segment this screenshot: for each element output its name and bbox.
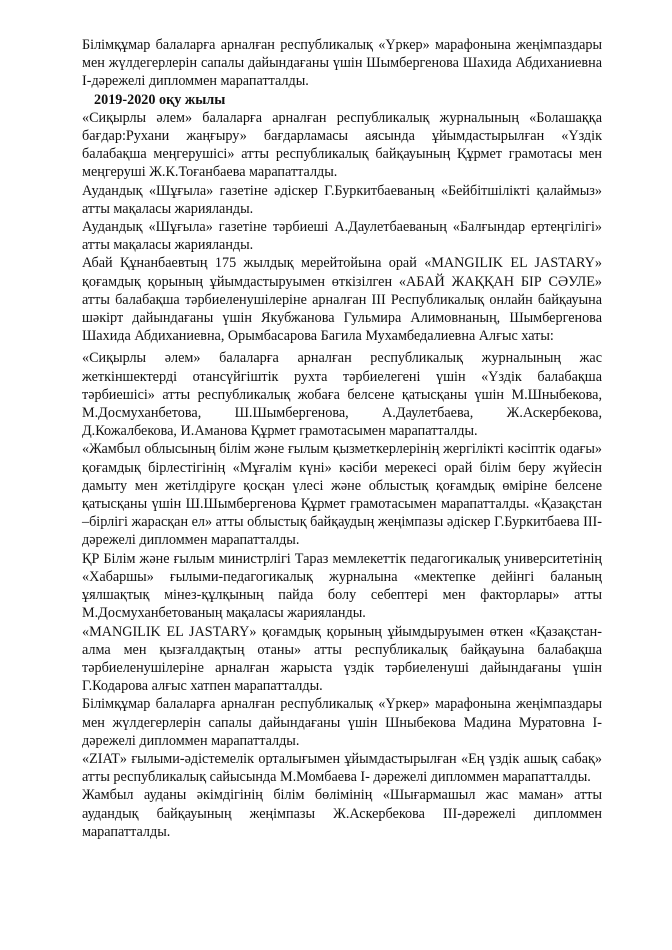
paragraph-2: Аудандық «Шұғыла» газетіне әдіскер Г.Буркитбаеваның «Бейбітшілікті қалаймыз» атты мақаласы жарияланды. — [82, 182, 602, 217]
paragraph-11: Жамбыл ауданы әкімдігінің білім бөлімінің «Шығармашыл жас маман» атты аудандық байқауының жеңімпазы Ж.Аскербекова ІІІ-дәрежелі дипломмен марапатталды. — [82, 787, 602, 840]
paragraph-4: Абай Құнанбаевтың 175 жылдық мерейтойына орай «MANGILIK EL JASTARY» қоғамдық қорының ұйымдастыруымен өткізілген «АБАЙ ЖАҚҚАН БІР СӘУЛЕ» атты балабақша тәрбиеленушілеріне арналған ІІІ Республикалық онлайн байқауына шәкірт дайындағаны үшін Якубжанова Гульмира Алимовнаның, Шымбергенова Шахида Абдиханиевна, Орымбасарова Багила Мухамбедалиевна Алғыс хаты: — [82, 255, 602, 345]
paragraph-7: ҚР Білім және ғылым министрлігі Тараз мемлекеттік педагогикалық университетінің «Хабаршы» ғылыми-педагогикалық журналына «мектепке дейінгі баланың ұялшақтық мінез-құлқының пайда болу себептері мен факторлары» атты М.Досмуханбетованың мақаласы жарияланды. — [82, 550, 602, 622]
paragraph-9: Білімқұмар балаларға арналған республикалық «Үркер» марафонына жеңімпаздары мен жүлдегерлерін сапалы дайындағаны үшін Шныбекова Мадина Муратовна І-дәрежелі дипломмен марапатталды. — [82, 696, 602, 749]
paragraph-6: «Жамбыл облысының білім және ғылым қызметкерлерінің жергілікті кәсіптік одағы» қоғамдық бірлестігінің «Мұғалім күні» кәсіби мерекесі орай білім беру жүйесін дамыту мен жетілдіруге қосқан үлесі және облыстық қоғамдық өміріне белсене қатысқаны үшін Ш.Шымбергенова Құрмет грамотасымен марапатталды. «Қазақстан –бірлігі жарасқан ел» атты облыстық байқаудың жеңімпазы әдіскер Г.Буркитбаева ІІІ-дәрежелі дипломмен марапатталды. — [82, 441, 602, 549]
paragraph-1: «Сиқырлы әлем» балаларға арналған республикалық журналының «Болашаққа бағдар:Рухани жаңғыру» бағдарламасы аясында ұйымдастырылған «Үздік балабақша меңгерушісі» атты республикалық байқауының Құрмет грамотасы мен меңгеруші Ж.К.Тоғанбаева марапатталды. — [82, 109, 602, 181]
paragraph-5: «Сиқырлы әлем» балаларға арналған республикалық журналының жас жеткіншектерді отансүйгіштік рухта тәрбиелегені үшін «Үздік балабақша тәрбиешісі» атты республикалық жобаға белсене қатысқаны үшін М.Шныбекова, М.Досмуханбетова, Ш.Шымбергенова, А.Даулетбаева, Ж.Аскербекова, Д.Кожалбекова, И.Аманова Құрмет грамотасымен марапатталды. — [82, 350, 602, 440]
paragraph-3: Аудандық «Шұғыла» газетіне тәрбиеші А.Даулетбаеваның «Балғындар ертеңгілігі» атты мақаласы жарияланды. — [82, 219, 602, 254]
year-heading: 2019-2020 оқу жылы — [94, 91, 226, 108]
document-page — [82, 36, 602, 841]
intro-paragraph: Білімқұмар балаларға арналған республикалық «Үркер» марафонына жеңімпаздары мен жүлдегерлерін сапалы дайындағаны үшін Шымбергенова Шахида Абдиханиевна І-дәрежелі дипломмен марапатталды. — [82, 37, 602, 90]
paragraph-8: «MANGILIK EL JASTARY» қоғамдық қорының ұйымдыруымен өткен «Қазақстан-алма мен қызғалдақтың отаны» атты республикалық байқауына балабақша тәрбиеленушілеріне арналған жарыста үздік тәрбиеленуші дайындағаны үшін Г.Кодарова алғыс хатпен марапатталды. — [82, 623, 602, 695]
paragraph-10: «ZIAT» ғылыми-әдістемелік орталығымен ұйымдастырылған «Ең үздік ашық сабақ» атты республикалық сайысында М.Момбаева І- дәрежелі дипломмен марапатталды. — [82, 750, 602, 786]
